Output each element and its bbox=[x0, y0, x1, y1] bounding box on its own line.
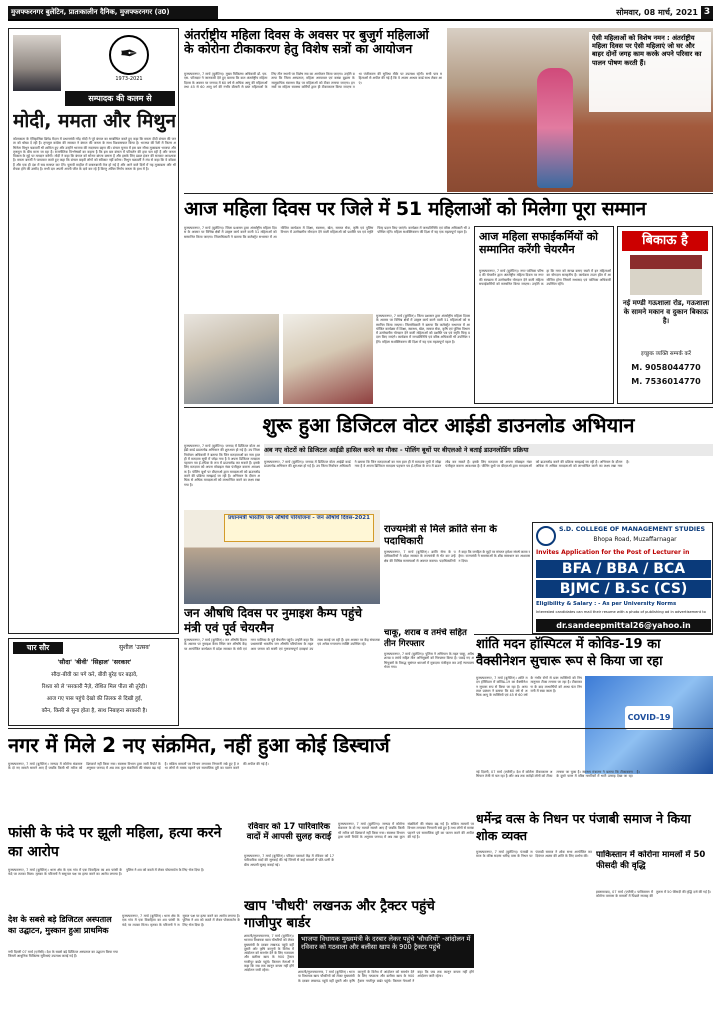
jan-aushadhi-photo bbox=[184, 510, 380, 604]
poem-title: चार सौर bbox=[13, 642, 63, 654]
divider bbox=[184, 193, 713, 194]
editorial-headline: मोदी, ममता और मिथुन bbox=[13, 110, 176, 132]
college-courses-2: BJMC / B.Sc (CS) bbox=[536, 580, 711, 598]
college-invite: Invites Application for the Post of Lecturer in bbox=[536, 549, 690, 556]
sweepers-headline: आज महिला सफाईकर्मियों को सम्मानित करेंगी चेयरमैन bbox=[479, 230, 599, 256]
voter-body-left: मुजफ्फरनगर, 7 मार्च (बुलेटिन)। जनपद में डिजिटल वोटर आईडी कार्ड डाउनलोड अभियान की शुरुआत हो गई है। उप जिला निर्वाचन अधिकारी ने बताया कि जिन मतदाताओं का नाम हाल ही में मतदाता सूची में जोड़ा गया है वे अपना डिजिटल मतदाता पहचान पत्र ई-एपिक के रूप में डाउनलोड कर सकते हैं। इसके लिए मतदाता को अपना मोबाइल नंबर पंजीकृत कराना आवश्यक है। पोलिंग बूथों पर बीएलओ द्वारा मतदाताओं को डाउनलोड करने की प्रक्रिया समझाई जा रही है। अभियान के दौरान अधिक से अधिक मतदाताओं को लाभान्वित करने का लक्ष्य रखा गया है। bbox=[184, 444, 260, 487]
editorial-tag: सम्पादक की कलम से bbox=[65, 91, 175, 106]
masthead-left: मुजफ्फरनगर बुलेटिन, प्रातःकालीन दैनिक, मुजफ्फरनगर (उ0) bbox=[8, 6, 218, 19]
divider bbox=[8, 728, 713, 729]
khap-subhead: भाजपा विधायक मुख्यमंत्री के दरबार लेकर पहुंचे 'चौधरियों' -आंदोलन में रविवार को गठवाला और बलीसा खाप के 900 ट्रैक्टर पहुंचे bbox=[298, 934, 474, 968]
honor-body-cont: मुजफ्फरनगर, 7 मार्च (बुलेटिन)। जिला प्रशासन द्वारा अंतर्राष्ट्रीय महिला दिवस के अवसर पर विभिन्न क्षेत्रों में उत्कृष्ट कार्य करने वाली 51 महिलाओं को सम्मानित किया जाएगा। जिलाधिकारी ने बताया कि कलेक्ट्रेट सभागार में आयोजित कार्यक्रम में शिक्षा, स्वास्थ्य, खेल, समाज सेवा, कृषि एवं पुलिस विभाग में उल्लेखनीय योगदान देने वाली महिलाओं को प्रशस्ति पत्र एवं स्मृति चिन्ह प्रदान किए जाएंगे। कार्यक्रम में जनप्रतिनिधि एवं वरिष्ठ अधिकारी भी उपस्थित रहेंगे। महिला सशक्तिकरण की दिशा में यह एक महत्वपूर्ण पहल है। bbox=[376, 314, 470, 344]
suicide-body: मुजफ्फरनगर, 7 मार्च (बुलेटिन)। थाना क्षेत्र के एक गांव में एक विवाहिता का शव फांसी के फंदे पर लटका मिला। मृतका के परिजनों ने ससुराल पक्ष पर हत्या करने का आरोप लगाया है। पुलिस ने शव को कब्जे में लेकर पोस्टमार्टम के लिए भेज दिया है। bbox=[8, 868, 205, 877]
shanti-headline: शांति मदन हॉस्पिटल में कोविड-19 का वैक्सीनेशन सुचारू रूप से किया जा रहा bbox=[476, 637, 663, 669]
college-note: Interested candidates can mail their resume with a photo of publishing ad in advertisement to bbox=[536, 610, 706, 614]
college-email[interactable]: dr.sandeepmittal26@yahoo.in bbox=[536, 619, 711, 632]
college-eligibility: Eligibility & Salary : - As per University Norms bbox=[536, 601, 677, 607]
vax-body: मुजफ्फरनगर, 7 मार्च (बुलेटिन)। मुख्य चिकित्सा अधिकारी डॉ. एम.एस. फौजदार ने जानकारी देते हुए बताया कि कल अंतर्राष्ट्रीय महिला दिवस के अवसर पर जनपद में 60 वर्ष से अधिक आयु की महिलाओं तथा 45 से 60 आयु वर्ग की गंभीर बीमारी से ग्रस्त महिलाओं के लिए तीन स्थानों पर विशेष सत्र का आयोजन किया जाएगा। उन्होंने बताया कि जिला अस्पताल, महिला अस्पताल एवं कस्बा बुढ़ाना के सामुदायिक स्वास्थ्य केंद्र पर महिलाओं को टीका लगाया जाएगा। इन सत्रों पर महिला स्वास्थ्य कर्मियों द्वारा ही टीकाकरण किया जाएगा तथा पंजीकरण की सुविधा मौके पर उपलब्ध रहेगी। सभी पात्र महिलाओं से अपील की गई है कि वे अपना आधार कार्ड साथ लेकर आएं। bbox=[184, 72, 442, 89]
masthead bbox=[8, 6, 713, 21]
editor-photo bbox=[13, 35, 61, 91]
house-icon bbox=[630, 255, 702, 295]
poem-line-3: रिश्ता सो ले 'सरकारी नैज़े, रोशित मिल पीता सी तुरेड़ी। bbox=[41, 684, 148, 690]
sale-ad bbox=[617, 226, 713, 404]
covid-vaccine-photo bbox=[585, 676, 713, 774]
sweepers-box bbox=[474, 226, 614, 404]
knife-body: मुजफ्फरनगर, 7 मार्च (बुलेटिन)। पुलिस ने अभियान के तहत चाकू, अवैध शराब व तमंचे सहित तीन अभियुक्तों को गिरफ्तार किया है। पकड़े गए अभियुक्तों के विरुद्ध सुसंगत धाराओं में मुकदमा पंजीकृत कर उन्हें न्यायालय भेजा गया। bbox=[384, 652, 474, 669]
clean-body: नयी दिल्ली 07 मार्च (एजेंसी)। देश के सबसे बड़े डिजिटल अस्पताल का उद्घाटन किया गया जिसमें आधुनिक चिकित्सा सुविधाएं उपलब्ध कराई गई हैं। bbox=[8, 950, 118, 959]
dharmendra-body: मुजफ्फरनगर, 7 मार्च (बुलेटिन)। पंजाबी समाज के वरिष्ठ सदस्य धर्मेन्द्र वत्स के निधन पर पंजाबी समाज ने शोक सभा आयोजित कर दिवंगत आत्मा की शांति के लिए प्रार्थना की। bbox=[476, 850, 592, 859]
logo-year: 1973-2021 bbox=[115, 76, 143, 82]
college-ad bbox=[532, 522, 713, 634]
jan-aushadhi-body: मुजफ्फरनगर, 7 मार्च (बुलेटिन)। जन औषधि दिवस के अवसर पर नुमाइश कैम्प स्थित जन औषधि केंद्र पर आयोजित कार्यक्रम में प्रदेश सरकार के मंत्री एवं नगर पालिका के पूर्व चेयरमैन पहुंचे। उन्होंने कहा कि प्रधानमंत्री भारतीय जन औषधि परियोजना के तहत आम जनता को सस्ती एवं गुणवत्तापूर्ण दवाइयां उपलब्ध कराई जा रही हैं। इस अवसर पर केंद्र संचालक एवं अनेक गणमान्य व्यक्ति उपस्थित रहे। bbox=[184, 638, 380, 651]
poem-line-4: आज गए पास पहुंचे देखो की तिलक से दिखी हुई, bbox=[46, 696, 143, 702]
pakistan-body: इस्लामाबाद, 07 मार्च (एजेंसी)। पाकिस्तान में कोरोना वायरस के मामलों में पिछले सप्ताह की तुलना में 50 फीसदी की वृद्धि दर्ज की गई है। bbox=[596, 890, 711, 899]
lower-mid-body: नई दिल्ली, 07 मार्च (एजेंसी)। देश में कोरोना टीकाकरण अभियान तेजी से चल रहा है और अब तक करोड़ों लोगों को टीका लगाया जा चुका है। स्वास्थ्य मंत्रालय ने बताया कि टीकाकरण के दूसरे चरण में वरिष्ठ नागरिकों में भारी उत्साह देखा जा रहा है। bbox=[476, 770, 640, 779]
rajyasabha-body: मुजफ्फरनगर, 7 मार्च (बुलेटिन)। क्रांति सेना के पदाधिकारियों ने प्रदेश सरकार के राज्यमंत्री से भेंट कर उन्हें क्षेत्र की विभिन्न समस्याओं से अवगत कराया। पदाधिकारियों ने कहा कि जनहित के मुद्दों पर संगठन हमेशा संघर्ष करता रहेगा। राज्यमंत्री ने समस्याओं के शीघ्र समाधान का आश्वासन दिया। bbox=[384, 550, 530, 563]
college-name: S.D. COLLEGE OF MANAGEMENT STUDIES bbox=[559, 526, 705, 533]
covid-body: मुजफ्फरनगर, 7 मार्च (बुलेटिन)। जनपद में कोरोना संक्रमण के दो नए मामले सामने आए हैं जबकि किसी भी मरीज को डिस्चार्ज नहीं किया गया। स्वास्थ्य विभाग द्वारा जारी रिपोर्ट के अनुसार जनपद में अब तक कुल संक्रमितों की संख्या बढ़ गई है। सक्रिय मामलों पर विभाग लगातार निगरानी रखे हुए है तथा लोगों से मास्क पहनने एवं सामाजिक दूरी का पालन करने की अपील की गई है। bbox=[8, 762, 269, 771]
vial-label: COVID-19 bbox=[625, 706, 673, 730]
poem-line-5: कौन, किसी से सुना होता है, साथ निबाहना सरकारी है। bbox=[41, 708, 148, 714]
divider bbox=[184, 407, 713, 408]
college-address: Bhopa Road, Muzaffarnagar bbox=[593, 536, 677, 543]
knife-headline: चाकू, शराब व तमंचे सहित तीन गिरफ्तार bbox=[384, 628, 467, 649]
vax-photo bbox=[447, 28, 713, 192]
college-logo bbox=[536, 526, 556, 546]
sale-text: नई मण्डी गऊशाला रोड, गऊशाला के सामने मकान व दुकान बिकाऊ है। bbox=[622, 299, 710, 325]
clean-headline: देश के सबसे बड़े डिजिटल अस्पताल का उद्घाटन, मुस्कान हुआ प्राथमिक bbox=[8, 915, 112, 935]
khap-body-left: शामली/मुजफ्फरनगर, 7 मार्च (बुलेटिन)। भाजपा विधायक खाप चौधरियों को लेकर मुख्यमंत्री के दरबार लखनऊ पहुंचे वहीं दूसरी ओर कृषि कानूनों के विरोध में आंदोलन को समर्थन देने के लिए गठवाला और बलीसा खाप के 900 ट्रैक्टर गाजीपुर बार्डर पहुंचे। किसान नेताओं ने कहा कि जब तक कानून वापस नहीं होंगे आंदोलन जारी रहेगा। bbox=[244, 934, 294, 973]
suicide-headline: फांसी के फंदे पर झूली महिला, हत्या करने का आरोप bbox=[8, 825, 222, 860]
jan-aushadhi-banner: प्रधानमंत्री भारतीय जन औषधि परियोजना - जन औषधि दिवस-2021 bbox=[224, 514, 374, 542]
woman-figure bbox=[537, 68, 573, 188]
editorial-box bbox=[8, 28, 179, 634]
khap-headline: खाप 'चौधरी' लखनऊ और ट्रैक्टर पहुंचे गाजीपुर बार्डर bbox=[244, 898, 435, 931]
rajyasabha-headline: राज्यमंत्री से मिले क्रांति सेना के पदाधिकारी bbox=[384, 524, 497, 547]
voter-body: मुजफ्फरनगर, 7 मार्च (बुलेटिन)। जनपद में डिजिटल वोटर आईडी कार्ड डाउनलोड अभियान की शुरुआत हो गई है। उप जिला निर्वाचन अधिकारी ने बताया कि जिन मतदाताओं का नाम हाल ही में मतदाता सूची में जोड़ा गया है वे अपना डिजिटल मतदाता पहचान पत्र ई-एपिक के रूप में डाउनलोड कर सकते हैं। इसके लिए मतदाता को अपना मोबाइल नंबर पंजीकृत कराना आवश्यक है। पोलिंग बूथों पर बीएलओ द्वारा मतदाताओं को डाउनलोड करने की प्रक्रिया समझाई जा रही है। अभियान के दौरान अधिक से अधिक मतदाताओं को लाभान्वित करने का लक्ष्य रखा गया है। bbox=[264, 460, 630, 469]
pakistan-headline: पाकिस्तान में कोरोना मामलों में 50 फीसदी की वृद्धि bbox=[596, 850, 706, 871]
award-photo bbox=[283, 314, 373, 404]
voter-subhead: अब नए वोटरों को डिजिटल आईडी हासिल करने का मौका - पोलिंग बूथों पर बीएलओ ने बताई डाउनलोडिंग प्रक्रिया bbox=[264, 444, 713, 456]
family-body: मुजफ्फरनगर, 7 मार्च (बुलेटिन)। परिवार परामर्श केंद्र में रविवार को 17 पारिवारिक वादों की सुनवाई की गई जिनमें से कई मामलों में पति-पत्नी के बीच आपसी सुलह कराई गई। bbox=[244, 854, 334, 867]
poem-box bbox=[8, 638, 179, 726]
honor-body: मुजफ्फरनगर, 7 मार्च (बुलेटिन)। जिला प्रशासन द्वारा अंतर्राष्ट्रीय महिला दिवस के अवसर पर विभिन्न क्षेत्रों में उत्कृष्ट कार्य करने वाली 51 महिलाओं को सम्मानित किया जाएगा। जिलाधिकारी ने बताया कि कलेक्ट्रेट सभागार में आयोजित कार्यक्रम में शिक्षा, स्वास्थ्य, खेल, समाज सेवा, कृषि एवं पुलिस विभाग में उल्लेखनीय योगदान देने वाली महिलाओं को प्रशस्ति पत्र एवं स्मृति चिन्ह प्रदान किए जाएंगे। कार्यक्रम में जनप्रतिनिधि एवं वरिष्ठ अधिकारी भी उपस्थित रहेंगे। महिला सशक्तिकरण की दिशा में यह एक महत्वपूर्ण पहल है। bbox=[184, 226, 470, 239]
covid-body-cont: मुजफ्फरनगर, 7 मार्च (बुलेटिन)। जनपद में कोरोना संक्रमण के दो नए मामले सामने आए हैं जबकि किसी भी मरीज को डिस्चार्ज नहीं किया गया। स्वास्थ्य विभाग द्वारा जारी रिपोर्ट के अनुसार जनपद में अब तक कुल संक्रमितों की संख्या बढ़ गई है। सक्रिय मामलों पर विभाग लगातार निगरानी रखे हुए है तथा लोगों से मास्क पहनने एवं सामाजिक दूरी का पालन करने की अपील की गई है। bbox=[338, 822, 474, 839]
vax-photo-caption: ऐसी महिलाओं को विशेष नमन : अंतर्राष्ट्रीय महिला दिवस पर ऐसी महिलाएं जो घर और बाहर दोनों जगह काम करके अपने परिवार का पालन पोषण करती हैं। bbox=[592, 34, 702, 67]
poem-author: सुशील 'उत्सव' bbox=[119, 644, 151, 651]
masthead-date: सोमवार, 08 मार्च, 2021 bbox=[616, 8, 698, 17]
khap-body: शामली/मुजफ्फरनगर, 7 मार्च (बुलेटिन)। भाजपा विधायक खाप चौधरियों को लेकर मुख्यमंत्री के दरबार लखनऊ पहुंचे वहीं दूसरी ओर कृषि कानूनों के विरोध में आंदोलन को समर्थन देने के लिए गठवाला और बलीसा खाप के 900 ट्रैक्टर गाजीपुर बार्डर पहुंचे। किसान नेताओं ने कहा कि जब तक कानून वापस नहीं होंगे आंदोलन जारी रहेगा। bbox=[298, 970, 474, 983]
divider bbox=[474, 634, 713, 635]
honor-headline: आज महिला दिवस पर जिले में 51 महिलाओं को मिलेगा पूरा सम्मान bbox=[184, 198, 646, 220]
vax-headline: अंतर्राष्ट्रीय महिला दिवस के अवसर पर बुजुर्ग महिलाओं के कोरोना टीकाकरण हेतु विशेष सत्रों का आयोजन bbox=[184, 28, 429, 56]
sweepers-body: मुजफ्फरनगर, 7 मार्च (बुलेटिन)। नगर पालिका परिषद की चेयरमैन द्वारा अंतर्राष्ट्रीय महिला दिवस पर नगर की स्वच्छता में उल्लेखनीय योगदान देने वाली महिला सफाईकर्मियों को सम्मानित किया जाएगा। उन्होंने कहा कि नगर को स्वच्छ बनाए रखने में इन महिलाओं का योगदान सराहनीय है। कार्यक्रम टाउन हॉल में आयोजित होगा जिसमें सभासद एवं पालिका अधिकारी उपस्थित रहेंगे। bbox=[479, 269, 611, 286]
sale-phone-1: M. 9058044770 bbox=[631, 363, 701, 372]
voter-headline: शुरू हुआ डिजिटल वोटर आईडी डाउनलोड अभियान bbox=[262, 413, 635, 437]
pen-logo: ✒ bbox=[109, 35, 149, 75]
jan-aushadhi-headline: जन औषधि दिवस पर नुमाइश कैम्प पहुंचे मंत्री एवं पूर्व चेयरमैन bbox=[184, 606, 362, 635]
editorial-body: कोलकाता के ऐतिहासिक ब्रिगेड मैदान में प्रधानमंत्री नरेंद्र मोदी ने पूरे बंगाल का सम्बोधित करते हुए कहा कि ममता दीदी बंगाल की जनता को धोखा दे रही हैं। तृणमूल कांग्रेस की सरकार ने बंगाल की जनता के साथ विश्वासघात किया है। भाजपा की रैली में फिल्म अभिनेता मिथुन चक्रवर्ती भी शामिल हुए और उन्होंने भाजपा की सदस्यता ग्रहण की। बंगाल चुनाव में इस बार सीधा मुकाबला भाजपा और तृणमूल के बीच माना जा रहा है। राजनीतिक विश्लेषकों का कहना है कि इस बार बंगाल में परिवर्तन की हवा चल रही है और जनता विकास के मुद्दे पर मतदान करेगी। मोदी ने कहा कि बंगाल को सोनार बांग्ला बनाना है और इसके लिए डबल इंजन की सरकार आवश्यक है। ममता बनर्जी ने पलटवार करते हुए कहा कि बंगाल बाहरी लोगों को स्वीकार नहीं करेगा। मिथुन चक्रवर्ती ने मंच से कहा कि वे कोबरा हैं और एक ही दंश में सब समाप्त कर देंगे। चुनावी माहौल में बयानबाजी तेज हो गई है और आने वाले दिनों में यह मुकाबला और भी रोचक होने की उम्मीद है। सभी दल अपनी अपनी जीत के दावे कर रहे हैं किन्तु अंतिम निर्णय जनता के हाथ में है। bbox=[13, 137, 176, 172]
college-courses-1: BFA / BBA / BCA bbox=[536, 560, 711, 578]
sale-title: बिकाऊ है bbox=[622, 231, 708, 251]
suicide-body-cont: मुजफ्फरनगर, 7 मार्च (बुलेटिन)। थाना क्षेत्र के एक गांव में एक विवाहिता का शव फांसी के फंदे पर लटका मिला। मृतका के परिजनों ने ससुराल पक्ष पर हत्या करने का आरोप लगाया है। पुलिस ने शव को कब्जे में लेकर पोस्टमार्टम के लिए भेज दिया है। bbox=[122, 914, 240, 927]
poem-line-1: 'सौदा' 'बीवी' 'सिहाल' 'सरकार' bbox=[57, 659, 132, 666]
shanti-body: मुजफ्फरनगर, 7 मार्च (बुलेटिन)। शांति मदन हॉस्पिटल में कोविड-19 का वैक्सीनेशन सुचारू रूप से किया जा रहा है। अस्पताल प्रबंधन ने बताया कि 60 वर्ष से अधिक आयु के व्यक्तियों एवं 45 से 60 वर्ष के गंभीर रोगों से ग्रस्त व्यक्तियों को नियमानुसार टीका लगाया जा रहा है। टीकाकरण के बाद लाभार्थियों को आधा घंटा निगरानी में रखा जाता है। bbox=[476, 676, 582, 698]
photo-caption-box bbox=[589, 32, 711, 112]
page-number: 3 bbox=[701, 6, 713, 19]
dharmendra-headline: धर्मेन्द्र वत्स के निधन पर पंजाबी समाज ने किया शोक व्यक्त bbox=[476, 811, 691, 843]
honor-photo bbox=[184, 314, 279, 404]
sale-phone-2: M. 7536014770 bbox=[631, 377, 701, 386]
covid-headline: नगर में मिले 2 नए संक्रमित, नहीं हुआ कोई डिस्चार्ज bbox=[8, 733, 390, 757]
family-headline: रविवार को 17 पारिवारिक वादों में आपसी सुलह कराई bbox=[246, 822, 332, 842]
poem-line-2: सौदा-बीवी का पगे करे, बीवी बुरेड़ घर बढ़ावे, bbox=[51, 672, 138, 678]
sale-contact-label: इच्छुक व्यक्ति सम्पर्क करें bbox=[641, 351, 691, 357]
